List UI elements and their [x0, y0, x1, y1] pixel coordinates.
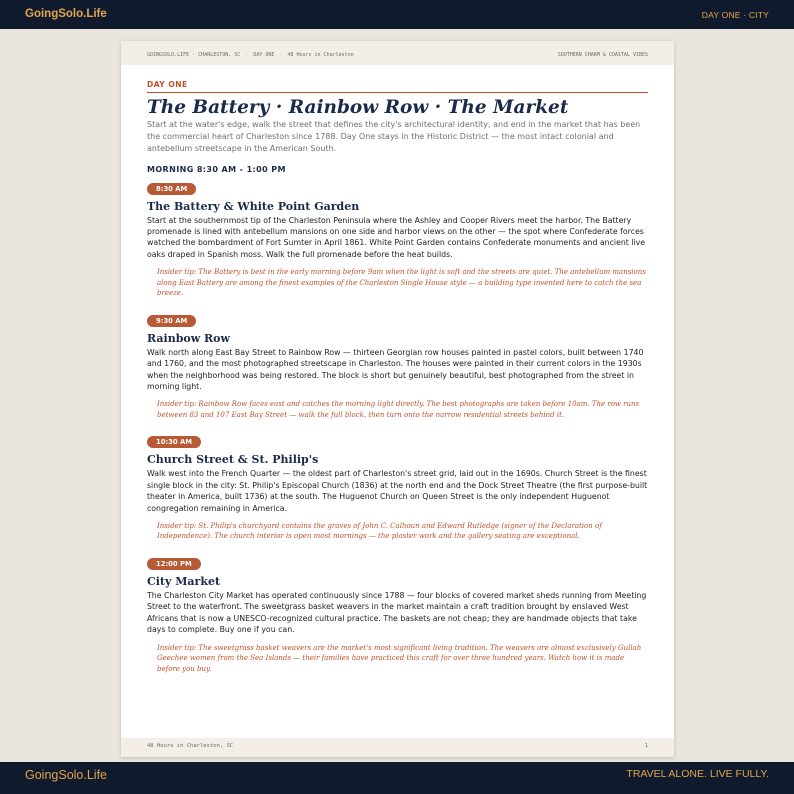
insider-tip: Insider tip: Rainbow Row faces east and catches the morning light directly. The best photographs are taken before 10am. The row runs between 83 and 107 East Bay Street — walk the full block, then turn onto the narrow residential streets behind it.	[157, 400, 640, 419]
breadcrumb-guide: 48 Hours in Charleston	[287, 52, 354, 58]
stop-title: City Market	[147, 574, 221, 588]
time-badge: 10:30 AM	[147, 436, 201, 448]
insider-tip: Insider tip: St. Philip's churchyard contains the graves of John C. Calhoun and Edward Rutledge (signer of the Declaration of Independence). The church interior is open most mornings — the plaster work and the gallery seating are exceptional.	[157, 521, 602, 541]
stop-description: The Charleston City Market has operated continuously since 1788 — four blocks of covered market sheds running from Meeting Street to the waterfront. The sweetgrass basket weavers in the market maintain a craft tradition brought by enslaved West Africans that is now a UNESCO-recognized cultural practice. The baskets are not cheap; they are handmade objects that take days to complete. Buy one if you can.	[147, 590, 647, 635]
page-footer	[121, 738, 674, 757]
breadcrumb-separator: ·	[279, 52, 283, 58]
section-label-morning: MORNING 8:30 AM - 1:00 PM	[147, 164, 286, 174]
time-badge: 12:00 PM	[147, 558, 201, 570]
breadcrumb	[147, 52, 354, 58]
day-label: DAY ONE	[147, 80, 188, 89]
stop-title: Rainbow Row	[147, 331, 230, 345]
stop-church-street	[147, 429, 648, 542]
stop-battery	[147, 176, 648, 299]
intro-text: Start at the water's edge, walk the street that defines the city's architectural identity, and end in the market that has been the commercial heart of Charleston since 1788. Day One stays in the Historic District — the most intact colonial and antebellum streetscape in the American South.	[147, 120, 641, 154]
page-tagline: SOUTHERN CHARM & COASTAL VIBES	[557, 52, 648, 58]
insider-tip: Insider tip: The Battery is best in the early morning before 9am when the light is soft and the streets are quiet. The antebellum mansions along East Battery are among the finest examples of the Charleston Single House style — a building type invented here to catch the sea breeze.	[157, 268, 646, 298]
stop-city-market	[147, 551, 648, 674]
divider	[147, 92, 648, 93]
stop-description: Start at the southernmost tip of the Charleston Peninsula where the Ashley and Cooper Rivers meet the harbor. The Battery promenade is lined with antebellum mansions on one side and harbor views on the other — the spot where Confederate forces watched the bombardment of Fort Sumter in April 1861. White Point Garden contains Confederate monuments and ancient live oaks draped in Spanish moss. Walk the full promenade before the heat builds.	[147, 215, 646, 259]
page-title: The Battery · Rainbow Row · The Market	[147, 97, 569, 118]
stop-title: Church Street & St. Philip's	[147, 453, 319, 467]
page-content	[147, 81, 648, 674]
site-logo[interactable]: GoingSolo.Life	[25, 8, 107, 20]
page-number: 1	[644, 743, 648, 749]
breadcrumb-separator: ·	[245, 52, 249, 58]
bottom-bar	[0, 762, 794, 794]
top-bar	[0, 0, 794, 29]
insider-tip: Insider tip: The sweetgrass basket weavers are the market's most significant living tradition. The weavers are almost exclusively Gullah Geechee women from the Sea Islands — their families have practiced this craft for over three hundred years. Watch how it is made before you buy.	[157, 643, 642, 673]
page-header	[121, 41, 674, 65]
footer-guide-title: 48 Hours in Charleston, SC	[147, 743, 234, 749]
time-badge: 8:30 AM	[147, 183, 196, 195]
time-badge: 9:30 AM	[147, 315, 196, 327]
stop-title: The Battery & White Point Garden	[147, 199, 360, 213]
footer-tagline: TRAVEL ALONE. LIVE FULLY.	[626, 768, 769, 780]
breadcrumb-day: DAY ONE	[253, 52, 275, 58]
top-day-label: DAY ONE · CITY	[701, 10, 769, 20]
breadcrumb-site: GOINGSOLO.LIFE · CHARLESTON, SC	[147, 52, 241, 58]
stop-rainbow-row	[147, 308, 648, 421]
itinerary-page	[121, 41, 674, 757]
stop-description: Walk west into the French Quarter — the oldest part of Charleston's street grid, laid out in the 1690s. Church Street is the finest single block in the city: St. Philip's Episcopal Church (1836) at the north end and the Dock Street Theatre (the first purpose-built theater in America, built 1736) at the south. The Huguenot Church on Queen Street is the only independent Huguenot congregation remaining in America.	[147, 469, 648, 513]
stop-description: Walk north along East Bay Street to Rainbow Row — thirteen Georgian row houses painted in pastel colors, built between 1740 and 1760, and the most photographed streetscape in Charleston. The houses were painted in their current colors in the 1930s when the neighborhood was being restored. The block is short but genuinely beautiful, best photographed from the street in morning light.	[147, 347, 644, 391]
footer-logo[interactable]: GoingSolo.Life	[25, 768, 108, 782]
